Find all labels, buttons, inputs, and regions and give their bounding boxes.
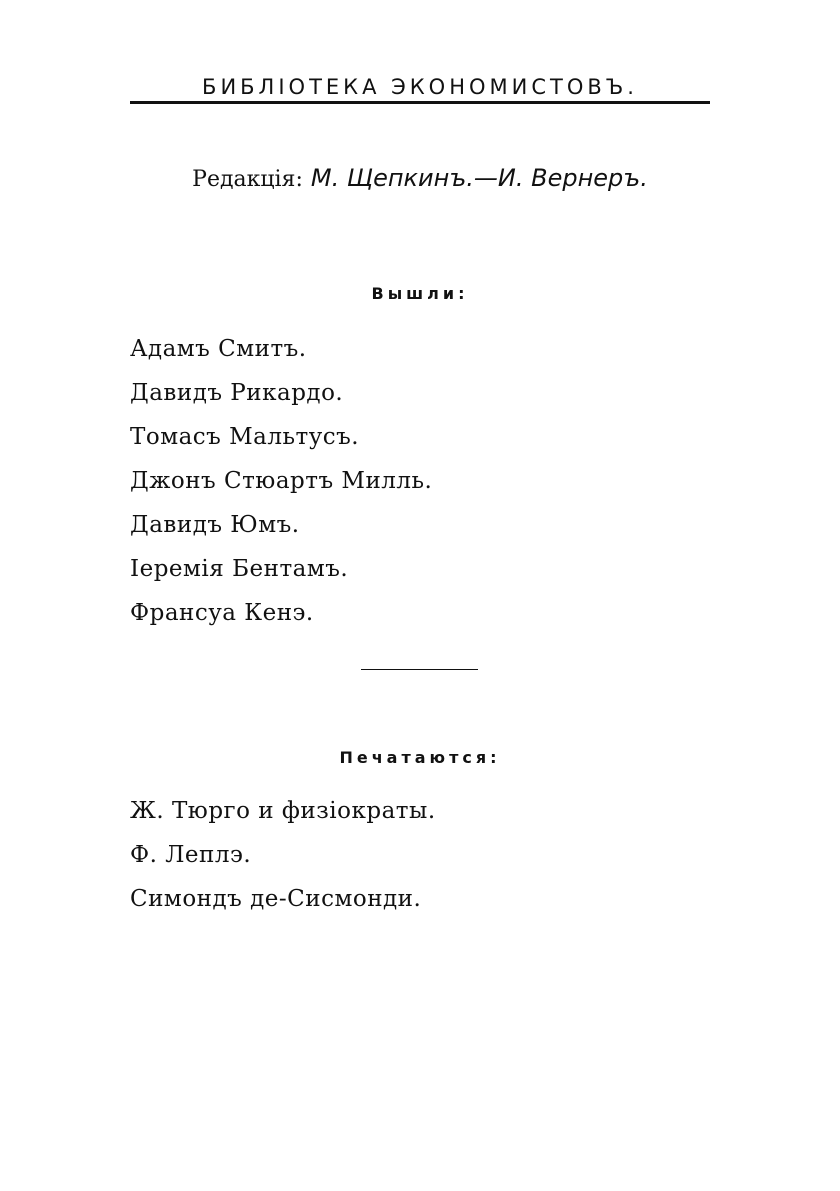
published-item: Давидъ Юмъ. <box>130 512 300 538</box>
editors-line <box>130 163 710 195</box>
editors-label: Редакція: <box>192 167 303 192</box>
editors-names: М. Щепкинъ.—И. Вернеръ. <box>310 164 648 192</box>
in-print-item: Ф. Леплэ. <box>130 842 252 868</box>
published-heading: Вышли: <box>371 284 469 303</box>
series-title: БИБЛІОТЕКА ЭКОНОМИСТОВЪ. <box>202 75 638 99</box>
published-list <box>130 334 432 642</box>
header-rule <box>130 101 710 104</box>
section-divider <box>361 669 478 670</box>
published-item: Томасъ Мальтусъ. <box>130 424 360 450</box>
in-print-item: Ж. Тюрго и физіократы. <box>130 798 436 824</box>
in-print-item: Симондъ де-Сисмонди. <box>130 886 422 912</box>
published-item: Джонъ Стюартъ Милль. <box>130 468 433 494</box>
published-item: Давидъ Рикардо. <box>130 380 344 406</box>
published-item: Адамъ Смитъ. <box>130 336 307 362</box>
published-item: Франсуа Кенэ. <box>130 600 314 626</box>
published-item: Іеремія Бентамъ. <box>130 556 349 582</box>
in-print-list <box>130 796 436 928</box>
in-print-heading: Печатаются: <box>339 748 501 767</box>
